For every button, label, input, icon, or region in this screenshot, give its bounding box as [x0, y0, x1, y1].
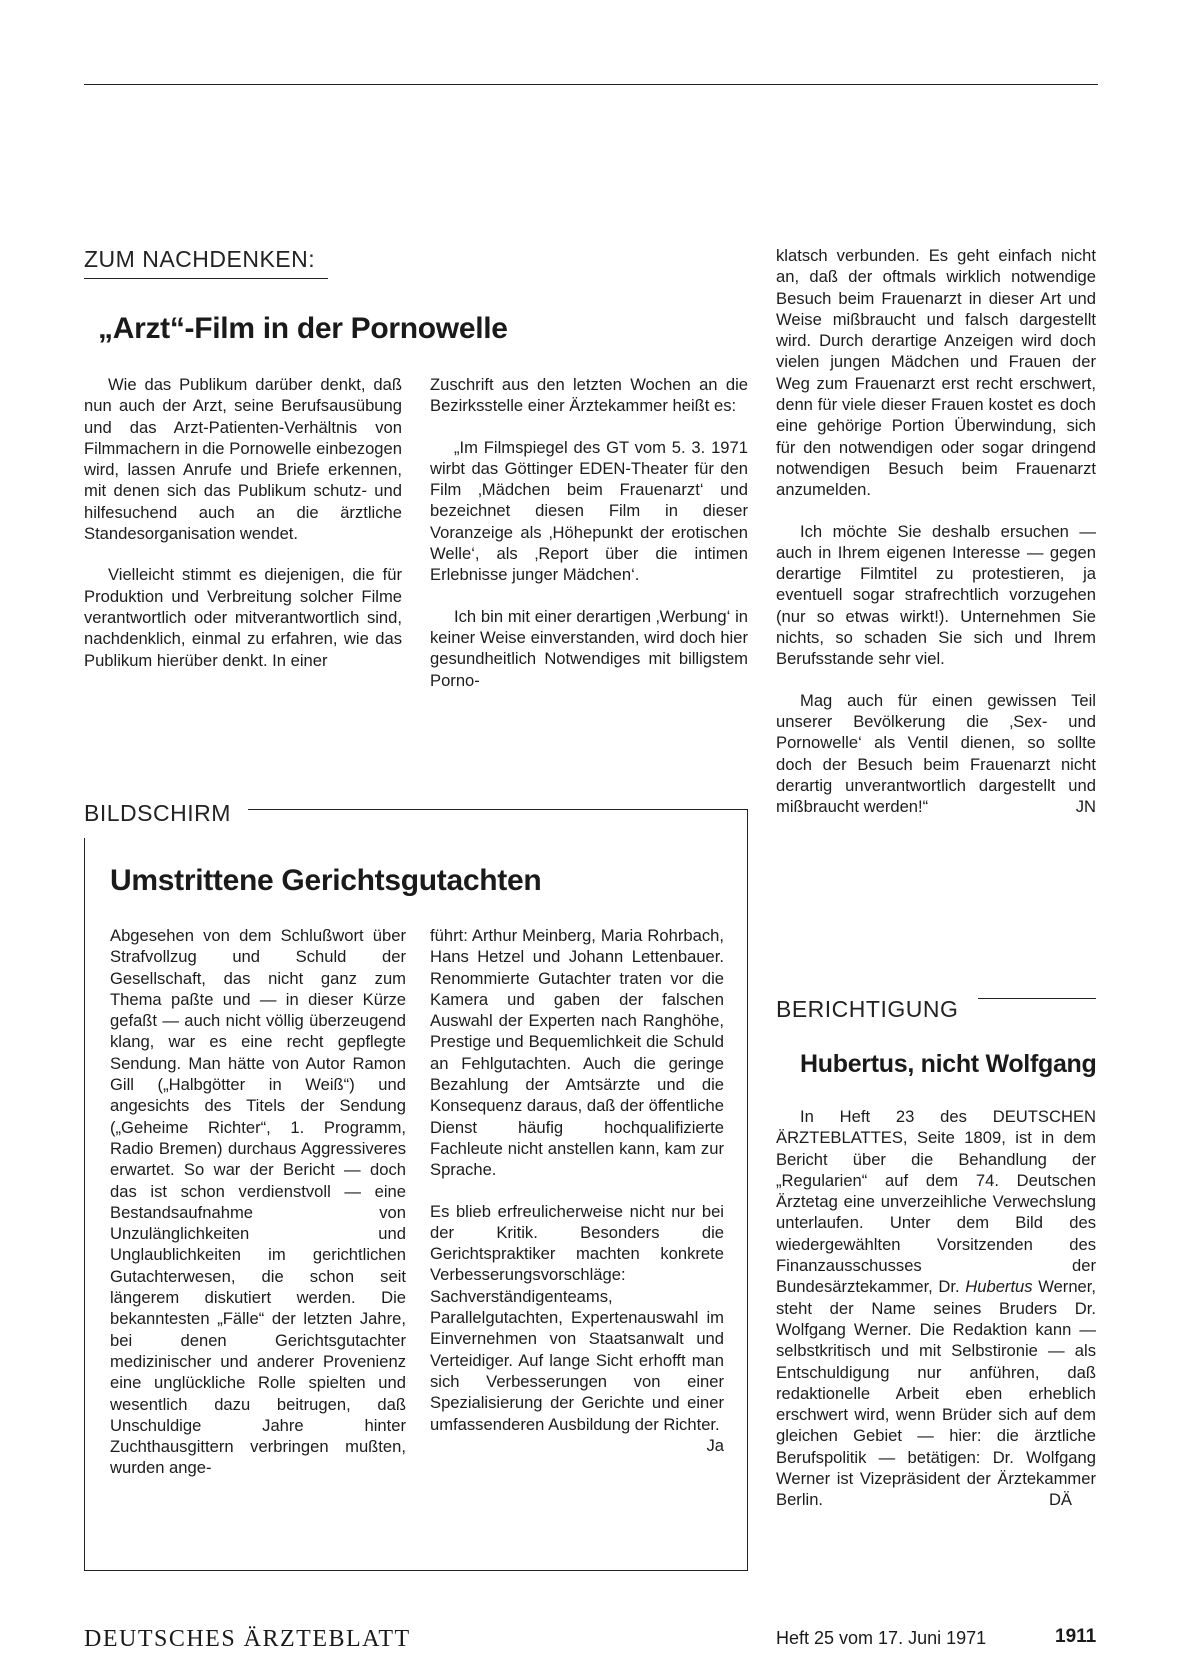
- section-kicker-zum-nachdenken: ZUM NACHDENKEN:: [84, 246, 316, 272]
- box-column-2: [430, 925, 724, 1456]
- author-signature: DÄ: [1048, 1490, 1072, 1510]
- issue-info: Heft 25 vom 17. Juni 1971: [776, 1628, 987, 1648]
- article-headline-arzt-film: „Arzt“-Film in der Pornowelle: [98, 312, 508, 345]
- paragraph: Ich möchte Sie deshalb ersuchen — auch in Ihrem eigenen Interesse — gegen derartige Filmtitel zu protestieren, ja eventuell sogar strafrechtlich vorzugehen (nur so etwas wirkt!). Unternehmen Sie nichts, so schaden Sie sich und Ihrem Berufsstande sehr viel.: [776, 521, 1096, 669]
- article-headline-hubertus: Hubertus, nicht Wolfgang: [800, 1050, 1097, 1078]
- box-frame-top: [248, 809, 748, 810]
- article-column-2: [430, 374, 748, 691]
- section-kicker-bildschirm: BILDSCHIRM: [84, 800, 231, 826]
- paragraph: führt: Arthur Meinberg, Maria Rohrbach, Hans Hetzel und Johann Lettenbauer. Renommierte Gutachter traten vor die Kamera und gaben der falschen Auswahl der Experten nach Ranghöhe, Prestige und Bequemlichkeit die Schuld an Fehlgutachten. Auch die geringe Bezahlung der Amtsärzte und die Konsequenz daraus, daß der öffentliche Dienst häufig hochqualifizierte Fachleute nicht anstellen kann, kam zur Sprache.: [430, 926, 724, 1180]
- article-headline-gerichtsgutachten: Umstrittene Gerichtsgutachten: [110, 864, 542, 897]
- box-column-1: [110, 925, 406, 1479]
- kicker-underline: [84, 278, 328, 279]
- journal-name: DEUTSCHES ÄRZTEBLATT: [84, 1626, 411, 1652]
- article-column-1: [84, 374, 402, 671]
- article-column-3: [776, 245, 1096, 817]
- box-frame-right: [747, 809, 748, 1571]
- paragraph: In Heft 23 des DEUTSCHEN ÄRZTEBLATTES, Seite 1809, ist in dem Bericht über die Behandlung der „Regularien“ auf dem 74. Deutschen Ärztetag eine unverzeihliche Verwechslung unterlaufen. Unter dem Bild des wiedergewählten Vorsitzenden des Finanzausschusses der Bundesärztekammer, Dr. Hubertus Werner, steht der Name seines Bruders Dr. Wolfgang Werner. Die Redaktion kann — selbstkritisch und mit Selbstironie — als Entschuldigung nur anführen, daß redaktionelle Arbeit eben erheblich erschwert wird, wenn Brüder sich auf dem gleichen Gebiet — hier: die ärztliche Berufspolitik — betätigen: Dr. Wolfgang Werner ist Vizepräsident der Ärztekammer Berlin. DÄ: [776, 1107, 1097, 1510]
- box-frame-bottom: [84, 1570, 748, 1571]
- paragraph: Wie das Publikum darüber denkt, daß nun auch der Arzt, seine Berufsausübung und das Arzt-Patienten-Verhältnis von Filmmachern in die Pornowelle einbezogen wird, lassen Anrufe und Briefe erkennen, mit denen sich das Publikum schutz- und hilfesuchend auch an die ärztliche Standesorganisation wendet.: [84, 375, 402, 544]
- paragraph: Vielleicht stimmt es diejenigen, die für Produktion und Verbreitung solcher Filme verantwortlich oder mitverantwortlich sind, nachdenklich, einmal zu erfahren, wie das Publikum hierüber denkt. In einer: [84, 565, 402, 670]
- paragraph: „Im Filmspiegel des GT vom 5. 3. 1971 wirbt das Göttinger EDEN-Theater für den Film ‚Mädchen beim Frauenarzt‘ und bezeichnet diesen Film in dieser Voranzeige als ‚Höhepunkt der erotischen Welle‘, als ‚Report über die intimen Erlebnisse junger Mädchen‘.: [430, 437, 748, 585]
- author-signature: Ja: [706, 1435, 724, 1455]
- box-frame-left: [84, 838, 85, 1571]
- page-number: 1911: [1055, 1626, 1097, 1647]
- paragraph: Abgesehen von dem Schlußwort über Strafvollzug und Schuld der Gesellschaft, das nicht ganz zum Thema paßte und — in dieser Kürze gefaßt — auch nicht völlig überzeugend klang, war es eine recht gepflegte Sendung. Man hätte von Autor Ramon Gill („Halbgötter in Weiß“) und angesichts des Titels der Sendung („Geheime Richter“, 1. Programm, Radio Bremen) durchaus Aggressiveres erwartet. So war der Bericht — doch das ist schon verdienstvoll — eine Bestandsaufnahme von Unzulänglichkeiten und Unglaublichkeiten im gerichtlichen Gutachterwesen, die schon seit längerem diskutiert werden. Die bekanntesten „Fälle“ der letzten Jahre, bei denen Gerichtsgutachter medizinischer und anderer Provenienz eine unglückliche Rolle spielten und wesentlich dazu beitrugen, daß Unschuldige Jahre hinter Zuchthausgittern verbringen mußten, wurden ange-: [110, 926, 406, 1478]
- paragraph: klatsch verbunden. Es geht einfach nicht an, daß der oftmals wirklich notwendige Besuch beim Frauenarzt in dieser Art und Weise mißbraucht und falsch dargestellt wird. Durch derartige Anzeigen wird doch vielen jungen Mädchen und Frauen der Weg zum Frauenarzt erst recht erschwert, denn für viele dieser Frauen kostet es doch eine gehörige Portion Überwindung, sich für den notwendigen oder sogar dringend notwendigen Besuch beim Frauenarzt anzumelden.: [776, 246, 1096, 500]
- kicker-rule: [978, 998, 1096, 999]
- top-rule: [84, 84, 1098, 85]
- correction-column: [776, 1106, 1096, 1511]
- paragraph: Ich bin mit einer derartigen ‚Werbung‘ in keiner Weise einverstanden, wird doch hier gesundheitlich Notwendiges mit billigstem Porno-: [430, 606, 748, 690]
- section-kicker-berichtigung: BERICHTIGUNG: [776, 996, 959, 1022]
- paragraph: Es blieb erfreulicherweise nicht nur bei der Kritik. Besonders die Gerichtspraktiker machten konkrete Verbesserungsvorschläge: Sachverständigenteams, Parallelgutachten, Expertenauswahl im Einvernehmen von Staatsanwalt und Verteidiger. Auf lange Sicht erhofft man sich Verbesserungen von einer Spezialisierung der Gerichte und einer umfassenderen Ausbildung der Richter. Ja: [430, 1201, 724, 1455]
- paragraph: Zuschrift aus den letzten Wochen an die Bezirksstelle einer Ärztekammer heißt es:: [430, 375, 748, 416]
- paragraph: Mag auch für einen gewissen Teil unserer Bevölkerung die ‚Sex- und Pornowelle‘ als Ventil dienen, so sollte doch der Besuch beim Frauenarzt nicht derartig unverantwortlich dargestellt und mißbraucht werden!“ JN: [776, 690, 1096, 817]
- author-signature: JN: [1075, 797, 1096, 817]
